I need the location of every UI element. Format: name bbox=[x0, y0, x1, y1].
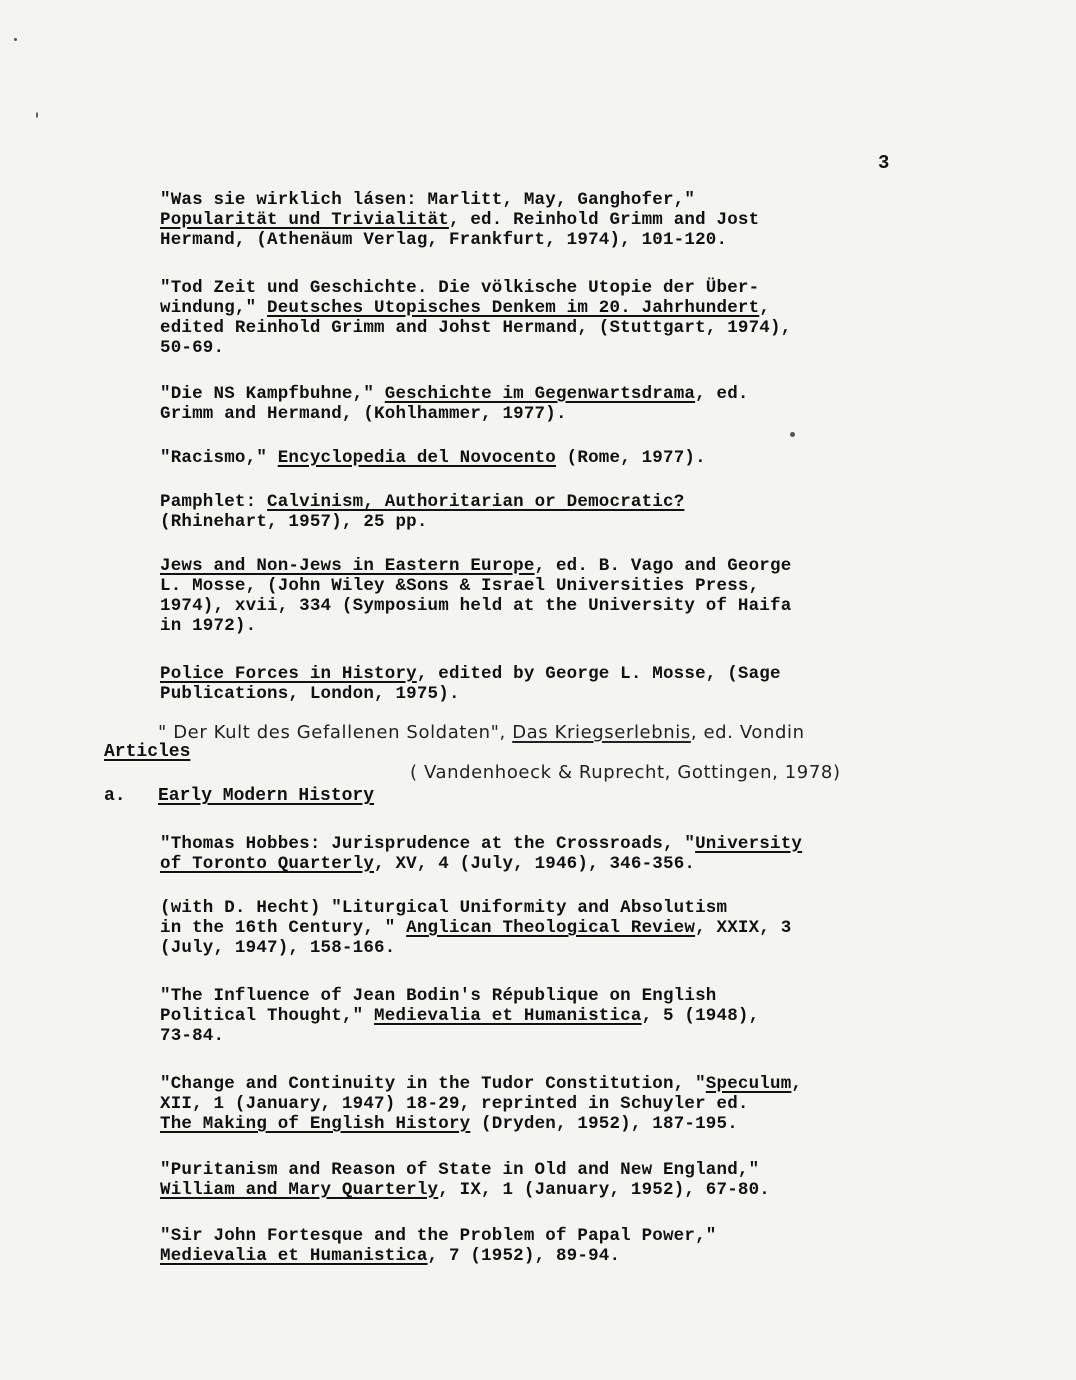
entry-text: "Die NS Kampfbuhne," bbox=[160, 384, 385, 404]
entry-text: (Rhinehart, 1957), 25 pp. bbox=[160, 512, 428, 532]
entry-text: , XXIX, 3 bbox=[695, 918, 792, 938]
entry-line bbox=[160, 576, 950, 596]
entry-line bbox=[160, 404, 950, 424]
entry-line bbox=[160, 210, 950, 230]
entry-text: "Puritanism and Reason of State in Old and New England," bbox=[160, 1160, 760, 1180]
entry-text: windung," bbox=[160, 298, 268, 318]
entry-text: , ed. B. Vago and George bbox=[534, 556, 792, 576]
entry bbox=[160, 1226, 950, 1266]
entry-text: "Change and Continuity in the Tudor Constitution, " bbox=[160, 1074, 706, 1094]
entry-text: Pamphlet: bbox=[160, 492, 268, 512]
publication-title: of Toronto Quarterly bbox=[160, 854, 375, 874]
entry-line bbox=[160, 1026, 950, 1046]
entry-text: "Sir John Fortesque and the Problem of Papal Power," bbox=[160, 1226, 717, 1246]
publication-title: University bbox=[695, 834, 803, 854]
entry-line bbox=[160, 1160, 950, 1180]
scan-speck bbox=[790, 432, 795, 437]
entry-text: 73-84. bbox=[160, 1026, 225, 1046]
entry bbox=[160, 492, 950, 532]
entry-line bbox=[160, 1114, 950, 1134]
publication-title: Speculum bbox=[705, 1074, 792, 1094]
entry bbox=[160, 986, 950, 1046]
entry-text: "Was sie wirklich lásen: Marlitt, May, Ganghofer," bbox=[160, 190, 696, 210]
entry-text: , edited by George L. Mosse, (Sage bbox=[416, 664, 781, 684]
entry-line bbox=[160, 492, 950, 512]
entry-line bbox=[160, 278, 950, 298]
entry-text: "Tod Zeit und Geschichte. Die völkische Utopie der Über- bbox=[160, 278, 760, 298]
publication-title: Police Forces in History bbox=[160, 664, 417, 684]
entry-text: , ed. bbox=[695, 384, 749, 404]
entry bbox=[160, 1074, 950, 1134]
entry-text: Political Thought," bbox=[160, 1006, 375, 1026]
entry-line bbox=[160, 384, 950, 404]
entry-line bbox=[160, 318, 950, 338]
entry-text: , ed. Reinhold Grimm and Jost bbox=[448, 210, 760, 230]
entry-text: (Dryden, 1952), 187-195. bbox=[470, 1114, 738, 1134]
entry-line bbox=[160, 834, 950, 854]
entry-text: 1974), xvii, 334 (Symposium held at the University of Haifa bbox=[160, 596, 792, 616]
publication-title: Encyclopedia del Novocento bbox=[277, 448, 556, 468]
entry-line bbox=[160, 616, 950, 636]
publication-title: Anglican Theological Review bbox=[406, 918, 696, 938]
publication-title: Deutsches Utopisches Denkem im 20. Jahrhundert bbox=[267, 298, 760, 318]
handwritten-entry-line1 bbox=[158, 722, 805, 743]
entry bbox=[160, 278, 950, 358]
entry-text: edited Reinhold Grimm and Johst Hermand, (Stuttgart, 1974), bbox=[160, 318, 792, 338]
handwritten-entry-line2: ( Vandenhoeck & Ruprecht, Gottingen, 1978) bbox=[410, 762, 841, 783]
entry-line bbox=[160, 1006, 950, 1026]
entry-text: , 5 (1948), bbox=[641, 1006, 760, 1026]
entry-text: in the 16th Century, " bbox=[160, 918, 407, 938]
entry-line bbox=[160, 1226, 950, 1246]
subsection-title: Early Modern History bbox=[158, 786, 375, 806]
publication-title: Medievalia et Humanistica bbox=[160, 1246, 428, 1266]
entry-text: XII, 1 (January, 1947) 18-29, reprinted in Schuyler ed. bbox=[160, 1094, 749, 1114]
entry-line bbox=[160, 556, 950, 576]
entry bbox=[160, 384, 950, 424]
entry-line bbox=[160, 338, 950, 358]
scan-speck bbox=[14, 38, 17, 41]
entry-line bbox=[160, 986, 950, 1006]
entry-line bbox=[160, 298, 950, 318]
handwritten-book: Das Kriegserlebnis bbox=[512, 722, 691, 743]
entry-text: L. Mosse, (John Wiley &Sons & Israel Universities Press, bbox=[160, 576, 760, 596]
entry-text: Grimm and Hermand, (Kohlhammer, 1977). bbox=[160, 404, 567, 424]
entry-text: Hermand, (Athenäum Verlag, Frankfurt, 1974), 101-120. bbox=[160, 230, 728, 250]
entry-text: in 1972). bbox=[160, 616, 257, 636]
handwritten-title: " Der Kult des Gefallenen Soldaten", bbox=[158, 722, 513, 743]
publication-title: Popularität und Trivialität bbox=[160, 210, 449, 230]
entry-line bbox=[160, 596, 950, 616]
entry-line bbox=[160, 684, 950, 704]
entry-text: (July, 1947), 158-166. bbox=[160, 938, 396, 958]
publication-title: Geschichte im Gegenwartsdrama bbox=[384, 384, 696, 404]
publication-title: The Making of English History bbox=[160, 1114, 471, 1134]
entry-text: "Thomas Hobbes: Jurisprudence at the Crossroads, " bbox=[160, 834, 696, 854]
entry-line bbox=[160, 1094, 950, 1114]
handwritten-editor: , ed. Vondin bbox=[690, 722, 805, 743]
publication-title: Jews and Non-Jews in Eastern Europe bbox=[160, 556, 535, 576]
entry bbox=[160, 448, 950, 468]
publication-title: William and Mary Quarterly bbox=[160, 1180, 439, 1200]
entry-text: , XV, 4 (July, 1946), 346-356. bbox=[374, 854, 696, 874]
entry-line bbox=[160, 1246, 950, 1266]
entry bbox=[160, 556, 950, 636]
scan-speck bbox=[36, 112, 38, 118]
entry-line bbox=[160, 854, 950, 874]
entry-text: , 7 (1952), 89-94. bbox=[427, 1246, 621, 1266]
entry-line bbox=[160, 664, 950, 684]
entry bbox=[160, 664, 950, 704]
entry-line bbox=[160, 898, 950, 918]
section-heading: Articles bbox=[104, 742, 191, 762]
entry-text: , bbox=[759, 298, 771, 318]
entry bbox=[160, 834, 950, 874]
entry-text: , IX, 1 (January, 1952), 67-80. bbox=[438, 1180, 771, 1200]
entry-line bbox=[160, 918, 950, 938]
entry-text: Publications, London, 1975). bbox=[160, 684, 460, 704]
entry-line bbox=[160, 448, 950, 468]
entry-text: 50-69. bbox=[160, 338, 225, 358]
entry-line bbox=[160, 1180, 950, 1200]
entry bbox=[160, 190, 950, 250]
entry-line bbox=[160, 512, 950, 532]
entry-text: , bbox=[791, 1074, 803, 1094]
publication-title: Calvinism, Authoritarian or Democratic? bbox=[267, 492, 685, 512]
subsection-letter: a. bbox=[104, 786, 126, 806]
page-number: 3 bbox=[878, 152, 890, 174]
entry bbox=[160, 898, 950, 958]
entry-line bbox=[160, 230, 950, 250]
entry-text: "The Influence of Jean Bodin's République on English bbox=[160, 986, 717, 1006]
entry-line bbox=[160, 1074, 950, 1094]
publication-title: Medievalia et Humanistica bbox=[374, 1006, 642, 1026]
entry bbox=[160, 1160, 950, 1200]
entry-line bbox=[160, 190, 950, 210]
entry-text: "Racismo," bbox=[160, 448, 278, 468]
entry-text: (Rome, 1977). bbox=[555, 448, 706, 468]
entry-line bbox=[160, 938, 950, 958]
entry-text: (with D. Hecht) "Liturgical Uniformity and Absolutism bbox=[160, 898, 728, 918]
